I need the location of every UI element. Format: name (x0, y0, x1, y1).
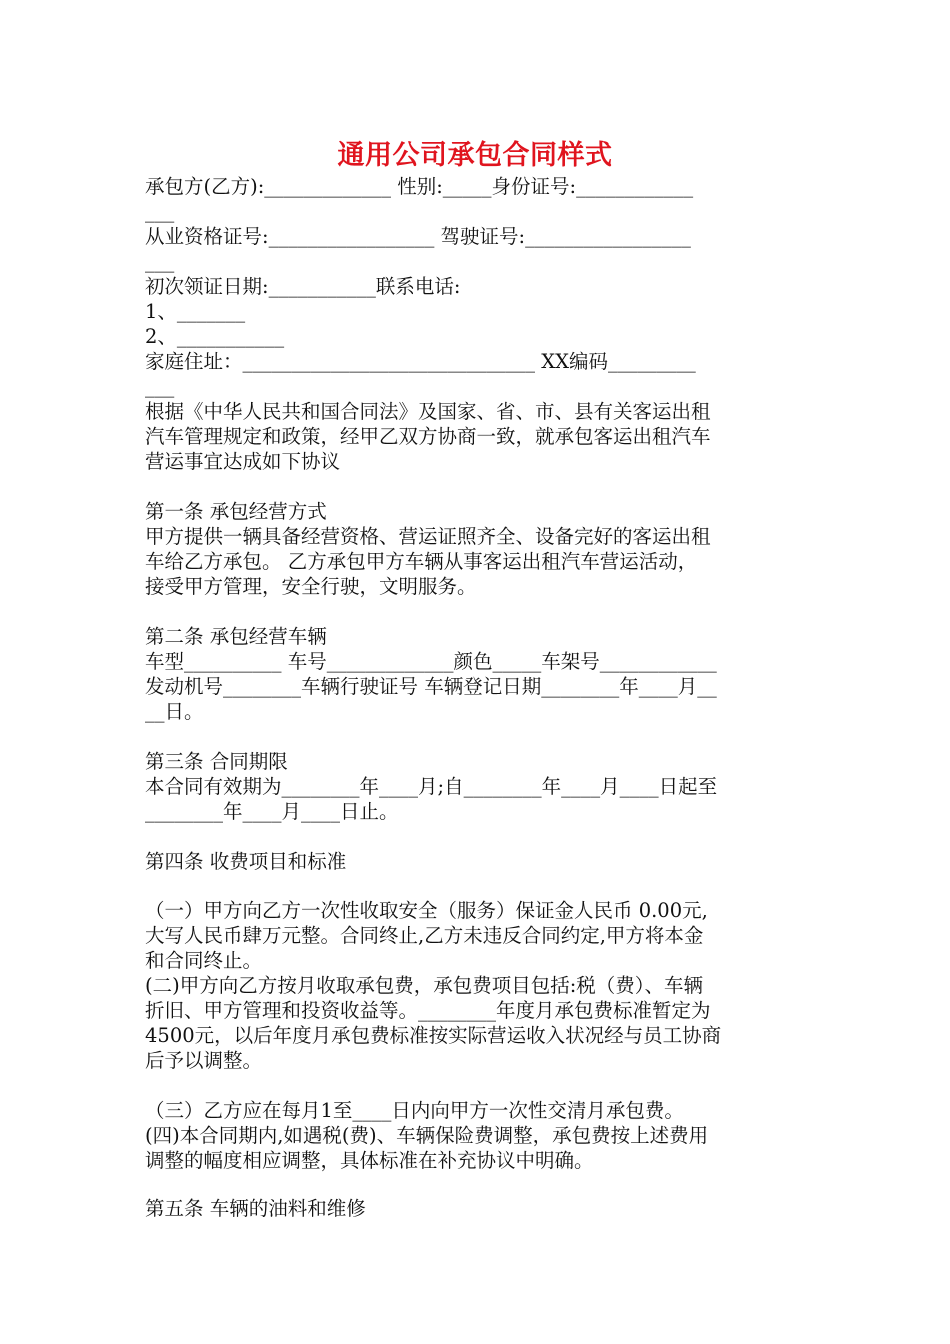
article-4-item-1: 大写人民币肆万元整。合同终止,乙方未违反合同约定,甲方将本金 (145, 924, 704, 947)
article-4-item-1: 和合同终止。 (145, 949, 263, 972)
article-1-heading: 第一条 承包经营方式 (145, 500, 327, 523)
phone-2-line: 2、___________ (145, 325, 285, 348)
article-1-line: 接受甲方管理，安全行驶，文明服务。 (145, 575, 477, 598)
phone-1-line: 1、_______ (145, 300, 246, 323)
article-4-item-2: 折旧、甲方管理和投资收益等。________年度月承包费标准暂定为 (145, 999, 711, 1022)
article-2-line: 发动机号________车辆行驶证号 车辆登记日期________年____月__ (145, 675, 717, 698)
article-2-heading: 第二条 承包经营车辆 (145, 625, 327, 648)
article-5-heading: 第五条 车辆的油料和维修 (145, 1197, 366, 1220)
preamble-line: 根据《中华人民共和国合同法》及国家、省、市、县有关客运出租 (145, 400, 711, 423)
article-2-line: 车型__________ 车号_____________颜色_____车架号____________ (145, 650, 717, 673)
article-4-item-2: (二)甲方向乙方按月收取承包费，承包费项目包括:税（费）、车辆 (145, 974, 704, 997)
document-title: 通用公司承包合同样式 (337, 140, 613, 171)
article-3-line: ________年____月____日止。 (145, 800, 399, 823)
qualification-line-cont: ___ (145, 250, 175, 273)
address-line-cont: ___ (145, 375, 175, 398)
article-3-heading: 第三条 合同期限 (145, 750, 288, 773)
address-line: 家庭住址：______________________________ XX编码_________ (145, 350, 696, 373)
article-1-line: 甲方提供一辆具备经营资格、营运证照齐全、设备完好的客运出租 (145, 525, 711, 548)
article-4-item-2: 后予以调整。 (145, 1049, 263, 1072)
article-1-line: 车给乙方承包。 乙方承包甲方车辆从事客运出租汽车营运活动， (145, 550, 698, 573)
qualification-line: 从业资格证号:_________________ 驾驶证号:_________________ (145, 225, 691, 248)
license-date-line: 初次领证日期:___________联系电话: (145, 275, 461, 298)
article-2-line: __日。 (145, 700, 204, 723)
article-4-item-2: 4500元，以后年度月承包费标准按实际营运收入状况经与员工协商 (145, 1024, 722, 1047)
article-4-item-3: （三）乙方应在每月1至____日内向甲方一次性交清月承包费。 (145, 1099, 684, 1122)
article-4-item-1: （一）甲方向乙方一次性收取安全（服务）保证金人民币 0.00元, (145, 899, 708, 922)
contractor-line-cont: ___ (145, 200, 175, 223)
article-4-item-4: 调整的幅度相应调整，具体标准在补充协议中明确。 (145, 1149, 594, 1172)
article-4-heading: 第四条 收费项目和标准 (145, 850, 347, 873)
article-3-line: 本合同有效期为________年____月;自________年____月____日起至 (145, 775, 718, 798)
preamble-line: 汽车管理规定和政策，经甲乙双方协商一致，就承包客运出租汽车 (145, 425, 711, 448)
preamble-line: 营运事宜达成如下协议 (145, 450, 341, 473)
contractor-line: 承包方(乙方):_____________ 性别:_____身份证号:____________ (145, 175, 694, 198)
article-4-item-4: (四)本合同期内,如遇税(费)、车辆保险费调整，承包费按上述费用 (145, 1124, 709, 1147)
